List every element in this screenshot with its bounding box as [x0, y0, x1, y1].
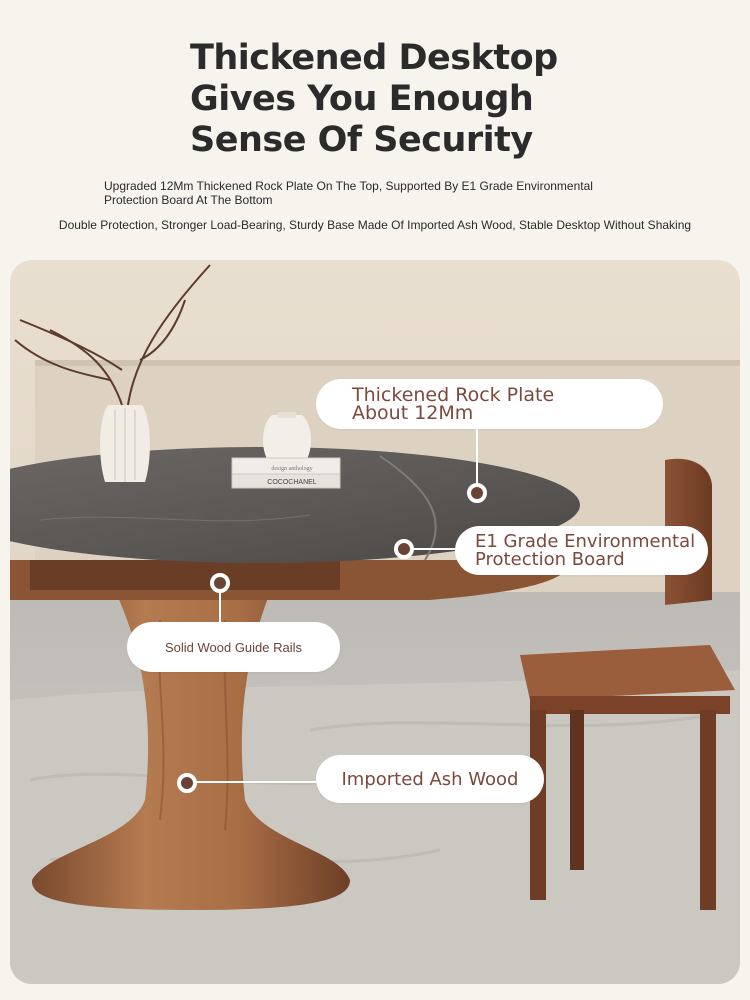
subtitle-block [104, 179, 624, 207]
subtitle-line-3: Double Protection, Stronger Load-Bearing, Sturdy Base Made Of Imported Ash Wood, Stable Desktop Without Shaking [58, 218, 692, 232]
rug [10, 670, 740, 984]
book-title: design anthology [271, 466, 313, 472]
title-line-2: Gives You Enough [190, 79, 534, 119]
subtitle-line-2: Protection Board At The Bottom [104, 193, 273, 207]
e1-dot [394, 539, 414, 559]
subtitle-line-1: Upgraded 12Mm Thickened Rock Plate On The Top, Supported By E1 Grade Environmental [104, 179, 593, 193]
book-stack [232, 458, 340, 488]
ash-dot [177, 773, 197, 793]
rock-plate-label-line-2: About 12Mm [352, 402, 474, 424]
ash-wood-label: Imported Ash Wood [341, 768, 519, 790]
product-photo [10, 260, 740, 984]
guide-rails-label: Solid Wood Guide Rails [164, 639, 303, 655]
e1-label-line-1: E1 Grade Environmental [475, 530, 696, 552]
guide-rails-callout [127, 622, 340, 672]
book-spine: COCOCHANEL [267, 479, 317, 486]
ash-connector [186, 781, 316, 783]
e1-label-line-2: Protection Board [475, 548, 625, 570]
rock-plate-callout [316, 379, 663, 429]
ash-wood-callout [316, 755, 544, 803]
rails-dot [210, 573, 230, 593]
page-title [190, 38, 670, 161]
title-line-3: Sense Of Security [190, 120, 533, 160]
rock-plate-label-line-1: Thickened Rock Plate [352, 384, 555, 406]
e1-board-callout [455, 526, 708, 575]
rock-plate-dot [467, 483, 487, 503]
title-line-1: Thickened Desktop [190, 38, 558, 78]
vase-large [100, 405, 150, 482]
